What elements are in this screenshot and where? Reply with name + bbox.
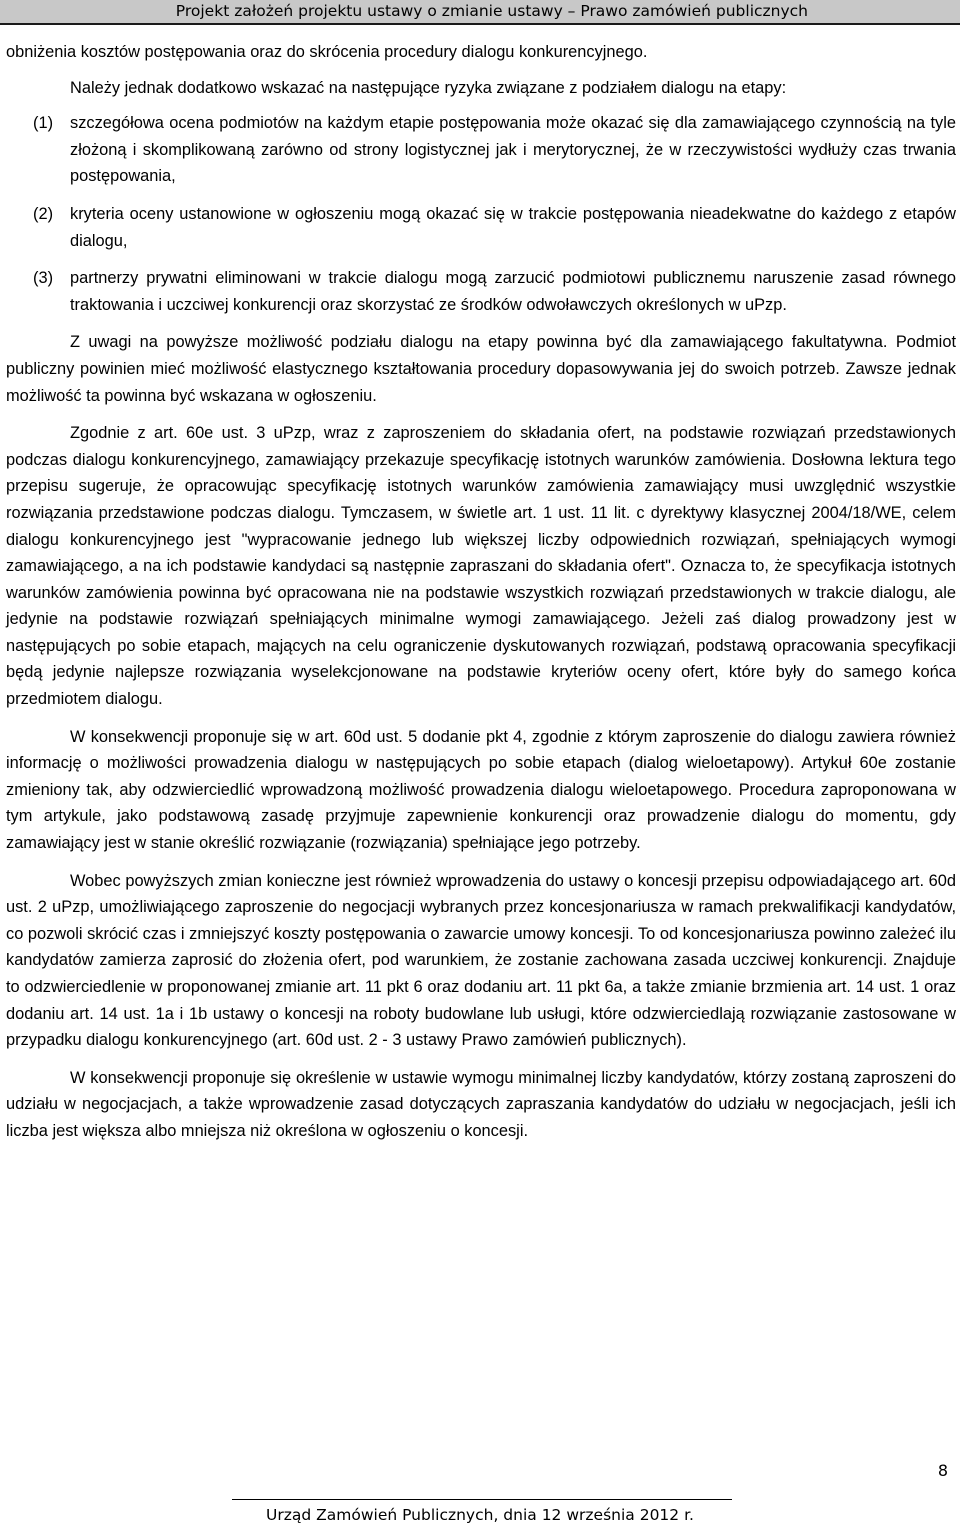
page-header (0, 0, 960, 25)
list-item-text: partnerzy prywatni eliminowani w trakcie dialogu mogą zarzucić podmiotowi publicznemu naruszenie zasad równego traktowania i uczciwej konkurencji oraz skorzystać ze środków odwoławczych określonych w uPzp. (70, 269, 956, 314)
list-item-number: (3) (33, 269, 54, 288)
paragraph-art-60d: W konsekwencji proponuje się w art. 60d ust. 5 dodanie pkt 4, zgodnie z którym zaproszenie do dialogu zawiera również informację o możliwości prowadzenia dialogu w następujących po sobie etapach (dialog wieloetapowy). Artykuł 60e zostanie zmieniony tak, aby odzwierciedlić wprowadzoną możliwość prowadzenia dialogu wieloetapowego. Procedura zaproponowana w tym artykule, jako podstawową zasadę przyjmuje zapewnienie konkurencji oraz prowadzenie dialogu do momentu, gdy zamawiający jest w stanie określić rozwiązanie (rozwiązania) spełniające jego potrzeby. (6, 727, 956, 853)
list-item-text: kryteria oceny ustanowione w ogłoszeniu mogą okazać się w trakcie postępowania nieadekwatne do każdego z etapów dialogu, (70, 204, 956, 250)
paragraph-intro: obniżenia kosztów postępowania oraz do skrócenia procedury dialogu konkurencyjnego. (6, 43, 648, 61)
paragraph-optional-stages: Z uwagi na powyższe możliwość podziału dialogu na etapy powinna być dla zamawiającego fakultatywna. Podmiot publiczny powinien mieć możliwość elastycznego kształtowania procedury dopasowywania jej do swoich potrzeb. Zawsze jednak możliwość ta powinna być wskazana w ogłoszeniu. (6, 333, 956, 405)
footer-text: Urząd Zamówień Publicznych, dnia 12 września 2012 r. (266, 1506, 694, 1524)
paragraph-art-60e: Zgodnie z art. 60e ust. 3 uPzp, wraz z zaproszeniem do składania ofert, na podstawie rozwiązań przedstawionych podczas dialogu konkurencyjnego, zamawiający przekazuje specyfikację istotnych warunków zamówienia. Dosłowna lektura tego przepisu sugeruje, że opracowując specyfikację istotnych warunków zamówienia zamawiający musi uwzględnić wszystkie rozwiązania przedstawione podczas dialogu. Tymczasem, w świetle art. 1 ust. 11 lit. c dyrektywy klasycznej 2004/18/WE, celem dialogu konkurencyjnego jest "wypracowanie jednego lub większej liczby odpowiednich rozwiązań, spełniających wymogi zamawiającego, a na ich podstawie kandydaci są następnie zapraszani do składania ofert". Oznacza to, że specyfikacja istotnych warunków zamówienia powinna być opracowana nie na podstawie wszystkich rozwiązań przedstawionych w trakcie dialogu, ale jedynie na podstawie rozwiązań spełniających minimalne wymogi zamawiającego. Jeżeli zaś dialog prowadzony jest w następujących po sobie etapach, mających na celu ograniczenie dyskutowanych rozwiązań, podstawą opracowania specyfikacji będą jedynie najlepsze rozwiązania wyselekcjonowane na podstawie kryteriów oceny ofert, które były do samego końca przedmiotem dialogu. (6, 424, 956, 709)
list-item-risk-1 (6, 110, 956, 190)
paragraph-minimum-candidates: W konsekwencji proponuje się określenie w ustawie wymogu minimalnej liczby kandydatów, którzy zostaną zaproszeni do udziału w negocjacjach, a także wprowadzenie zasad dotyczących zapraszania kandydatów do udziału w negocjacjach, jeśli ich liczba jest większa albo mniejsza niż określona w ogłoszeniu o koncesji. (6, 1068, 956, 1140)
document-title: Projekt założeń projektu ustawy o zmianie ustawy – Prawo zamówień publicznych (175, 2, 808, 20)
list-item-text: szczegółowa ocena podmiotów na każdym etapie postępowania może okazać się dla zamawiającego czynnością na tyle złożoną i skomplikowaną zarówno od strony logistycznej jak i merytorycznej, że w rzeczywistości wydłuży czas trwania postępowania, (70, 114, 956, 186)
list-item-risk-2 (6, 201, 956, 254)
paragraph-risks-intro: Należy jednak dodatkowo wskazać na następujące ryzyka związane z podziałem dialogu na etapy: (70, 78, 787, 97)
list-item-risk-3 (6, 265, 956, 318)
footer-divider (232, 1499, 732, 1500)
page-number: 8 (937, 1461, 948, 1480)
list-item-number: (1) (33, 114, 54, 133)
list-item-number: (2) (33, 204, 54, 223)
document-body (6, 39, 956, 1145)
paragraph-koncesje: Wobec powyższych zmian konieczne jest również wprowadzenia do ustawy o koncesji przepisu odpowiadającego art. 60d ust. 2 uPzp, umożliwiającego zaproszenie do negocjacji wybranych przez koncesjonariusza w ramach prekwalifikacji kandydatów, co pozwoli skrócić czas i zmniejszyć koszty postępowania o zawarcie umowy koncesji. To od koncesjonariusza powinno zależeć ilu kandydatów zamierza zaprosić do złożenia ofert, pod warunkiem, że zostanie zachowana zasada uczciwej konkurencji. Znajduje to odzwierciedlenie w proponowanej zmianie art. 11 pkt 6 oraz dodaniu art. 11 pkt 6a, a także zmianie brzmienia art. 14 ust. 1 oraz dodaniu art. 14 ust. 1a i 1b ustawy o koncesji na roboty budowlane lub usługi, które odzwierciedlają rozwiązanie zastosowane w przypadku dialogu konkurencyjnego (art. 60d ust. 2 - 3 ustawy Prawo zamówień publicznych). (6, 871, 956, 1050)
